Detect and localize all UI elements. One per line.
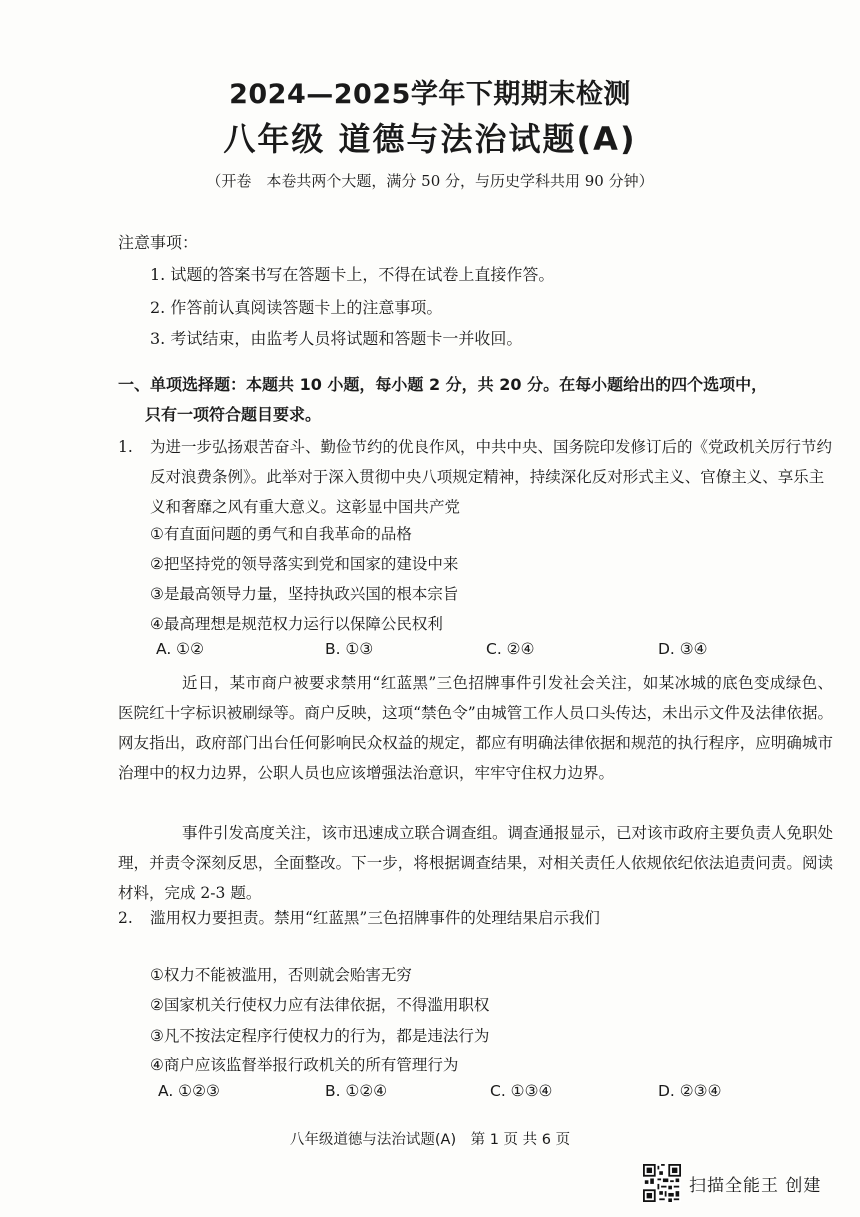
note-item: 2. 作答前认真阅读答题卡上的注意事项。 [150, 298, 443, 317]
question-2-option: ④商户应该监督举报行政机关的所有管理行为 [150, 1056, 459, 1074]
note-item: 3. 考试结束，由监考人员将试题和答题卡一并收回。 [150, 329, 523, 348]
page-footer: 八年级道德与法治试题(A) 第 1 页 共 6 页 [289, 1132, 571, 1148]
note-item: 1. 试题的答案书写在答题卡上，不得在试卷上直接作答。 [150, 265, 555, 284]
question-1-option: ④最高理想是规范权力运行以保障公民权利 [150, 615, 443, 633]
exam-subtitle: （开卷 本卷共两个大题，满分 50 分，与历史学科共用 90 分钟） [206, 172, 654, 190]
scanner-watermark-text: 扫描全能王 创建 [689, 1175, 822, 1196]
question-1-option: ①有直面问题的勇气和自我革命的品格 [150, 525, 412, 543]
qr-code-icon [643, 1164, 681, 1202]
choice-a: A. ①②③ [158, 1082, 220, 1100]
question-stem: 为进一步弘扬艰苦奋斗、勤俭节约的优良作风，中共中央、国务院印发修订后的《党政机关厉行节约反对浪费条例》。此举对于深入贯彻中央八项规定精神，持续深化反对形式主义、官僚主义、享乐主义和奢靡之风有重大意义。这彰显中国共产党 [150, 438, 833, 516]
scanner-watermark [643, 1162, 821, 1204]
question-2-option: ①权力不能被滥用，否则就会贻害无穷 [150, 966, 412, 984]
choice-b: B. ①②④ [325, 1082, 388, 1100]
question-1 [118, 432, 833, 522]
question-1-option: ②把坚持党的领导落实到党和国家的建设中来 [150, 555, 459, 573]
choice-a: A. ①② [156, 640, 204, 658]
choice-d: D. ③④ [658, 640, 708, 658]
question-number: 1. [118, 438, 133, 456]
material-paragraph-2: 事件引发高度关注，该市迅速成立联合调查组。调查通报显示，已对该市政府主要负责人免职处理，并责令深刻反思，全面整改。下一步，将根据调查结果，对相关责任人依规依纪依法追责问责。阅读材料，完成 2-3 题。 [118, 824, 834, 902]
exam-subject-title: 八年级 道德与法治试题(A) [223, 120, 637, 158]
choice-c: C. ②④ [486, 640, 535, 658]
choice-d: D. ②③④ [658, 1082, 722, 1100]
question-2-option: ③凡不按法定程序行使权力的行为，都是违法行为 [150, 1027, 490, 1045]
section-heading [118, 370, 828, 430]
material-paragraph-1: 近日，某市商户被要求禁用“红蓝黑”三色招牌事件引发社会关注，如某冰城的底色变成绿色、医院红十字标识被刷绿等。商户反映，这项“禁色令”由城管工作人员口头传达，未出示文件及法律依据。网友指出，政府部门出台任何影响民众权益的规定，都应有明确法律依据和规范的执行程序，应明确城市治理中的权力边界，公职人员也应该增强法治意识，牢牢守住权力边界。 [118, 674, 833, 782]
question-1-option: ③是最高领导力量，坚持执政兴国的根本宗旨 [150, 585, 459, 603]
notes-heading: 注意事项： [118, 233, 199, 252]
exam-title: 2024—2025学年下期期末检测 [229, 79, 631, 110]
question-2 [118, 903, 833, 933]
question-stem: 滥用权力要担责。禁用“红蓝黑”三色招牌事件的处理结果启示我们 [150, 909, 600, 927]
question-number: 2. [118, 909, 133, 927]
choice-c: C. ①③④ [490, 1082, 553, 1100]
section-heading-line1: 一、单项选择题：本题共 10 小题，每小题 2 分，共 20 分。在每小题给出的四个选项中， [118, 375, 768, 394]
choice-b: B. ①③ [325, 640, 374, 658]
question-2-option: ②国家机关行使权力应有法律依据，不得滥用职权 [150, 996, 490, 1014]
section-heading-line2: 只有一项符合题目要求。 [145, 405, 322, 424]
